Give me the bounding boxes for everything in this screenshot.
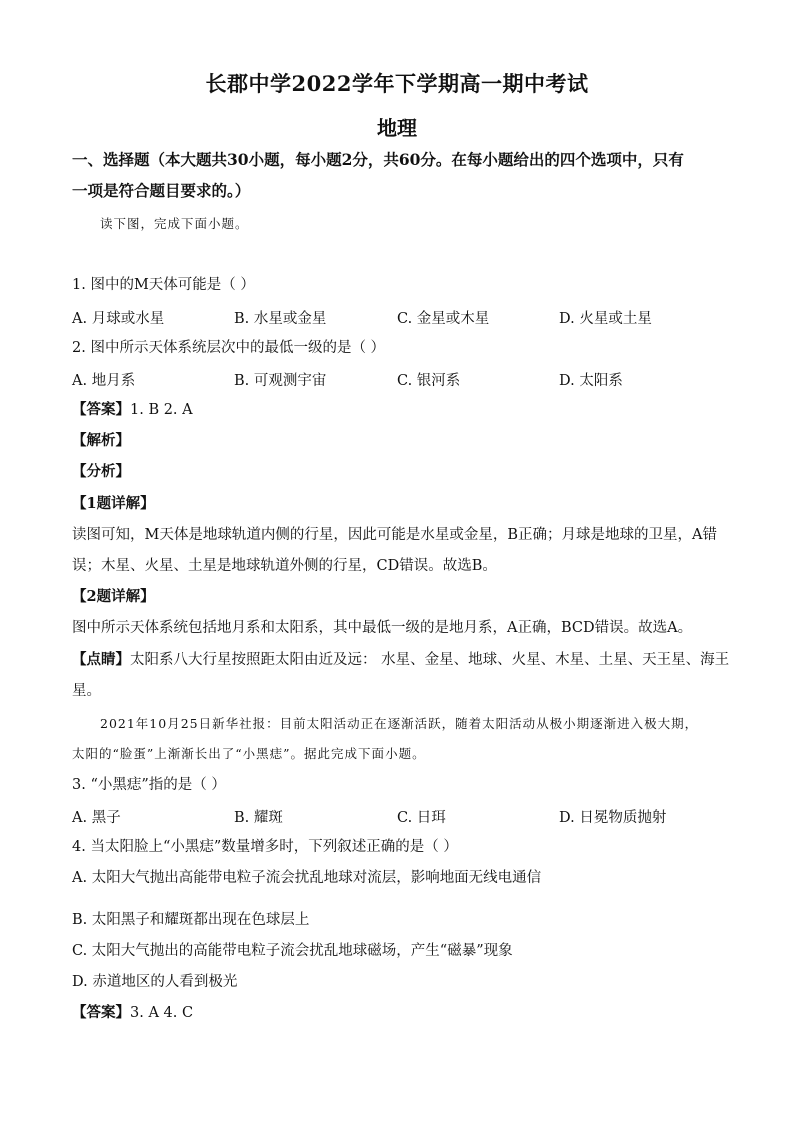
question-1-option-b: B. 水星或金星 — [234, 311, 327, 327]
detail-2-tag: 【2题详解】 — [72, 588, 155, 605]
section-heading-line1: 一、选择题（本大题共30小题，每小题2分，共60分。在每小题给出的四个选项中，只有 — [72, 150, 684, 169]
question-4-option-c: C. 太阳大气抛出的高能带电粒子流会扰乱地球磁场，产生“磁暴”现象 — [72, 943, 513, 959]
question-4-stem: 4. 当太阳脸上“小黑痣”数量增多时，下列叙述正确的是（ ） — [72, 839, 458, 855]
question-2-option-b: B. 可观测宇宙 — [234, 373, 327, 389]
answer-tag-2: 【答案】 — [72, 1004, 130, 1021]
question-4-option-d: D. 赤道地区的人看到极光 — [72, 974, 238, 990]
question-4-option-b: B. 太阳黑子和耀斑都出现在色球层上 — [72, 912, 310, 928]
fenxi-tag: 【分析】 — [72, 463, 130, 480]
subject-title: 地理 — [377, 116, 417, 140]
answer-line-2 — [72, 1003, 193, 1023]
detail-2-line1: 图中所示天体系统包括地月系和太阳系，其中最低一级的是地月系，A正确，BCD错误。故选A。 — [72, 620, 693, 636]
question-2-option-d: D. 太阳系 — [559, 373, 623, 389]
question-2-option-a: A. 地月系 — [72, 373, 136, 389]
page-title: 长郡中学2022学年下学期高一期中考试 — [205, 71, 589, 96]
question-4-option-a: A. 太阳大气抛出高能带电粒子流会扰乱地球对流层，影响地面无线电通信 — [72, 870, 542, 886]
analysis-tag: 【解析】 — [72, 432, 130, 449]
question-1-option-d: D. 火星或土星 — [559, 311, 652, 327]
question-1-stem: 1. 图中的M天体可能是（ ） — [72, 277, 255, 293]
tip-tag: 【点睛】 — [72, 651, 130, 668]
answer-line-1 — [72, 400, 193, 420]
question-2-option-c: C. 银河系 — [397, 373, 461, 389]
question-3-option-d: D. 日冕物质抛射 — [559, 810, 667, 826]
question-1-option-a: A. 月球或水星 — [72, 311, 165, 327]
section-heading-line2: 一项是符合题目要求的。） — [72, 181, 251, 200]
group1-intro: 读下图，完成下面小题。 — [100, 216, 249, 231]
tip-line2: 星。 — [72, 683, 101, 699]
question-3-option-c: C. 日珥 — [397, 810, 446, 826]
question-3-stem: 3. “小黑痣”指的是（ ） — [72, 777, 226, 793]
answer-text: 1. B 2. A — [130, 402, 193, 418]
tip-line1 — [72, 650, 729, 670]
group2-intro-line1: 2021年10月25日新华社报：目前太阳活动正在逐渐活跃，随着太阳活动从极小期逐渐进入极大期， — [100, 716, 699, 731]
group2-intro-line2: 太阳的“脸蛋”上渐渐长出了“小黑痣”。据此完成下面小题。 — [72, 746, 426, 761]
question-3-option-b: B. 耀斑 — [234, 810, 283, 826]
detail-1-line1: 读图可知，M天体是地球轨道内侧的行星，因此可能是水星或金星，B正确；月球是地球的卫星，A错 — [72, 527, 717, 543]
detail-1-tag: 【1题详解】 — [72, 495, 155, 512]
question-3-option-a: A. 黑子 — [72, 810, 121, 826]
question-2-stem: 2. 图中所示天体系统层次中的最低一级的是（ ） — [72, 340, 386, 356]
answer-text-2: 3. A 4. C — [130, 1005, 194, 1021]
answer-tag: 【答案】 — [72, 401, 130, 418]
detail-1-line2: 误；木星、火星、土星是地球轨道外侧的行星，CD错误。故选B。 — [72, 558, 497, 574]
tip-text: 太阳系八大行星按照距太阳由近及远： 水星、金星、地球、火星、木星、土星、天王星、海王 — [130, 652, 730, 668]
question-1-option-c: C. 金星或木星 — [397, 311, 490, 327]
